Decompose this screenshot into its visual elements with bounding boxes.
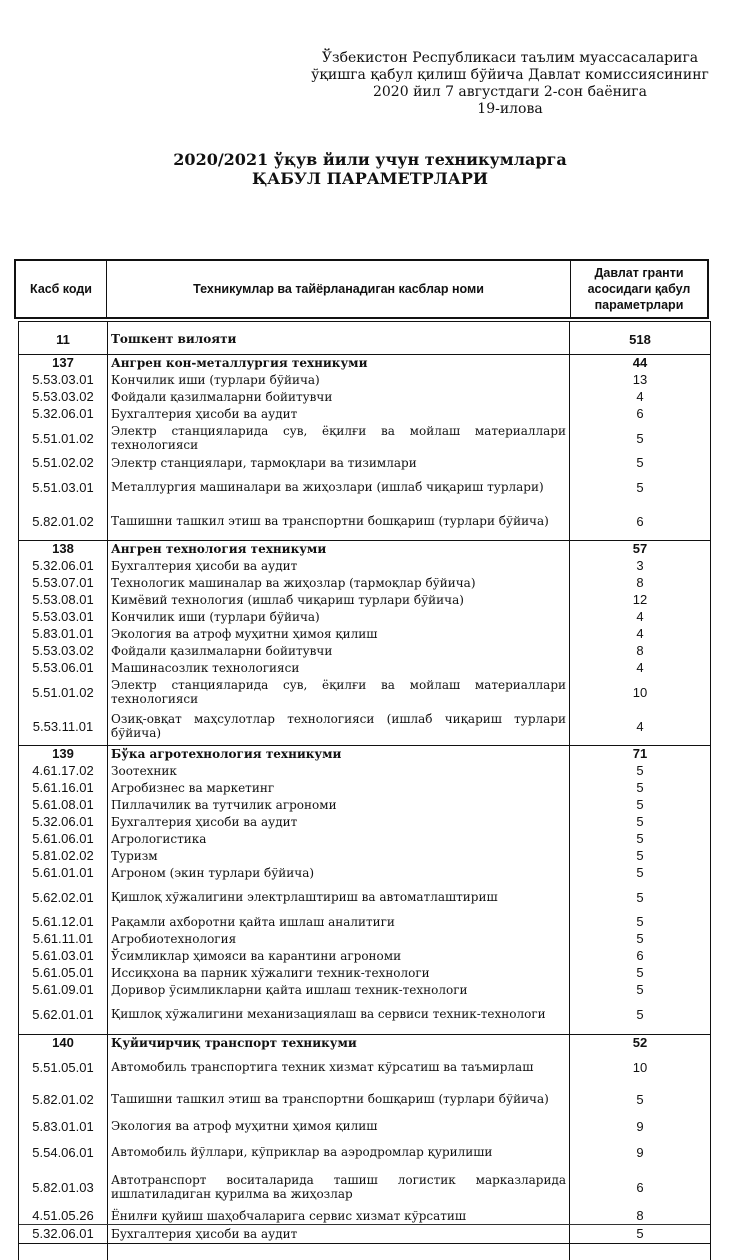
cell-code: 5.53.11.01 bbox=[32, 718, 94, 734]
cell-code: 5.51.02.02 bbox=[32, 455, 94, 470]
cell-code: 5.51.01.02 bbox=[32, 430, 94, 446]
cell-name: Бухгалтерия ҳисоби ва аудит bbox=[111, 558, 298, 573]
cell-name: Ташишни ташкил этиш ва транспортни бошқариш (турлари бўйича) bbox=[111, 1092, 549, 1106]
cell-name: Бўка агротехнология техникуми bbox=[111, 746, 342, 761]
cell-code: 11 bbox=[56, 331, 70, 347]
cell-code: 5.61.12.01 bbox=[32, 914, 94, 929]
cell-code: 5.83.01.01 bbox=[32, 626, 94, 641]
cell-quota: 10 bbox=[632, 684, 648, 700]
annex-line-3: 2020 йил 7 августдаги 2-сон баёнига bbox=[372, 84, 647, 100]
cell-code: 5.82.01.02 bbox=[32, 1091, 94, 1107]
table-row bbox=[19, 913, 710, 930]
group-row bbox=[19, 354, 710, 371]
header-name: Техникумлар ва тайёрланадиган касблар номи bbox=[107, 261, 571, 317]
cell-code: 5.32.06.01 bbox=[32, 814, 94, 829]
cell-name: Ўсимликлар ҳимояси ва карантини агрономи bbox=[111, 948, 402, 963]
annex-line-1: Ўзбекистон Республикаси таълим муассасаларига bbox=[321, 50, 699, 66]
cell-code: 5.82.01.02 bbox=[32, 513, 94, 529]
cell-quota: 6 bbox=[636, 1179, 644, 1195]
table-row bbox=[19, 981, 710, 998]
cell-code: 5.53.07.01 bbox=[32, 575, 94, 590]
header-quota: Давлат гранти асосидаги қабул параметрлари bbox=[587, 266, 691, 312]
cell-quota: 5 bbox=[636, 1006, 644, 1022]
table-row bbox=[19, 388, 710, 405]
cell-quota: 8 bbox=[636, 1208, 644, 1223]
cell-quota: 5 bbox=[636, 797, 644, 812]
cell-quota: 4 bbox=[636, 660, 644, 675]
cell-name: Доривор ўсимликларни қайта ишлаш техник-технологи bbox=[111, 982, 468, 997]
table-row bbox=[19, 1224, 710, 1243]
table-row bbox=[19, 625, 710, 642]
cell-quota: 5 bbox=[636, 914, 644, 929]
cell-name: Озиқ-овқат маҳсулотлар технологияси (ишлаб чиқариш турлари бўйича) bbox=[111, 712, 566, 740]
table-row bbox=[19, 504, 710, 538]
cell-name: Туризм bbox=[111, 848, 158, 863]
cell-quota: 9 bbox=[636, 1118, 644, 1134]
cell-code: 5.61.05.01 bbox=[32, 965, 94, 980]
cell-code: 5.53.08.01 bbox=[32, 592, 94, 607]
table-row bbox=[19, 676, 710, 708]
cell-quota: 4 bbox=[636, 389, 644, 404]
cell-code: 5.61.06.01 bbox=[32, 831, 94, 846]
row-divider bbox=[19, 745, 710, 746]
group-row bbox=[19, 745, 710, 762]
header-code: Касб коди bbox=[16, 261, 107, 317]
cell-code: 5.61.03.01 bbox=[32, 948, 94, 963]
cell-name: Кончилик иши (турлари бўйича) bbox=[111, 609, 320, 624]
table-row bbox=[19, 591, 710, 608]
table-row bbox=[19, 405, 710, 422]
table-row bbox=[19, 779, 710, 796]
table-row bbox=[19, 830, 710, 847]
cell-code: 5.51.03.01 bbox=[32, 479, 94, 495]
cell-code: 140 bbox=[52, 1035, 74, 1050]
cell-name: Ёнилғи қуйиш шаҳобчаларига сервис хизмат кўрсатиш bbox=[111, 1208, 467, 1223]
cell-name: Электр станциялари, тармоқлари ва тизимлари bbox=[111, 455, 417, 470]
cell-code: 5.32.06.01 bbox=[32, 558, 94, 573]
cell-quota: 13 bbox=[632, 372, 648, 387]
cell-name: Пиллачилик ва тутчилик агрономи bbox=[111, 797, 337, 812]
table-row bbox=[19, 796, 710, 813]
table-row bbox=[19, 1083, 710, 1115]
cell-code: 137 bbox=[52, 355, 74, 370]
cell-quota: 5 bbox=[636, 430, 644, 446]
table-row bbox=[19, 930, 710, 947]
cell-quota: 4 bbox=[636, 626, 644, 641]
cell-code: 5.32.06.01 bbox=[32, 406, 94, 421]
cell-code: 5.83.01.01 bbox=[32, 1118, 94, 1134]
table-row bbox=[19, 471, 710, 503]
group-row bbox=[19, 1034, 710, 1051]
table-row bbox=[19, 454, 710, 471]
table-row bbox=[19, 998, 710, 1030]
cell-name: Бухгалтерия ҳисоби ва аудит bbox=[111, 1226, 298, 1241]
cell-code: 5.61.09.01 bbox=[32, 982, 94, 997]
title-line-2: ҚАБУЛ ПАРАМЕТРЛАРИ bbox=[252, 169, 488, 188]
cell-quota: 9 bbox=[636, 1144, 644, 1160]
cell-quota: 4 bbox=[636, 718, 644, 734]
cell-quota: 52 bbox=[632, 1035, 648, 1050]
cell-quota: 44 bbox=[632, 355, 648, 370]
cell-quota: 5 bbox=[636, 763, 644, 778]
cell-code: 5.32.06.01 bbox=[32, 1226, 94, 1241]
annex-line-4: 19-илова bbox=[477, 101, 543, 117]
cell-quota: 12 bbox=[632, 592, 648, 607]
cell-quota: 5 bbox=[636, 931, 644, 946]
row-divider bbox=[19, 1034, 710, 1035]
table-row bbox=[19, 1051, 710, 1083]
cell-name: Металлургия машиналари ва жиҳозлари (ишлаб чиқариш турлари) bbox=[111, 480, 544, 494]
cell-code: 5.61.01.01 bbox=[32, 865, 94, 880]
row-divider bbox=[19, 321, 710, 322]
cell-quota: 5 bbox=[636, 455, 644, 470]
cell-name: Қишлоқ хўжалигини электрлаштириш ва автоматлаштириш bbox=[111, 890, 498, 904]
cell-code: 138 bbox=[52, 541, 74, 556]
row-divider bbox=[19, 1243, 710, 1244]
cell-quota: 10 bbox=[632, 1059, 648, 1075]
cell-code: 5.81.02.02 bbox=[32, 848, 94, 863]
cell-name: Кончилик иши (турлари бўйича) bbox=[111, 372, 320, 387]
table-row bbox=[19, 1167, 710, 1207]
cell-name: Қуйичирчиқ транспорт техникуми bbox=[111, 1035, 357, 1050]
cell-name: Ангрен кон-металлургия техникуми bbox=[111, 355, 368, 370]
table-row bbox=[19, 642, 710, 659]
cell-quota: 8 bbox=[636, 643, 644, 658]
cell-code: 5.62.01.01 bbox=[32, 1006, 94, 1022]
cell-name: Электр станцияларида сув, ёқилғи ва мойлаш материаллари технологияси bbox=[111, 424, 566, 452]
cell-quota: 6 bbox=[636, 948, 644, 963]
table-row bbox=[19, 1137, 710, 1167]
cell-name: Фойдали қазилмаларни бойитувчи bbox=[111, 643, 333, 658]
cell-quota: 5 bbox=[636, 1226, 644, 1241]
table-row bbox=[19, 881, 710, 913]
cell-code: 5.53.03.02 bbox=[32, 389, 94, 404]
admission-table bbox=[18, 321, 711, 1260]
table-row bbox=[19, 422, 710, 454]
cell-name: Зоотехник bbox=[111, 763, 177, 778]
cell-name: Экология ва атроф муҳитни ҳимоя қилиш bbox=[111, 626, 378, 641]
cell-quota: 8 bbox=[636, 575, 644, 590]
cell-code: 5.51.01.02 bbox=[32, 684, 94, 700]
cell-quota: 3 bbox=[636, 558, 644, 573]
document-title bbox=[120, 150, 620, 188]
cell-quota: 5 bbox=[636, 814, 644, 829]
cell-name: Агрологистика bbox=[111, 831, 207, 846]
cell-quota: 5 bbox=[636, 780, 644, 795]
cell-code: 5.53.03.01 bbox=[32, 609, 94, 624]
cell-name: Автотранспорт воситаларида ташиш логистик марказларида ишлатиладиган қурилма ва жиҳозлар bbox=[111, 1173, 566, 1201]
table-row bbox=[19, 964, 710, 981]
cell-name: Рақамли ахборотни қайта ишлаш аналитиги bbox=[111, 914, 395, 929]
cell-quota: 5 bbox=[636, 831, 644, 846]
table-row bbox=[19, 371, 710, 388]
cell-code: 5.61.11.01 bbox=[32, 931, 94, 946]
cell-code: 5.82.01.03 bbox=[32, 1179, 94, 1195]
cell-name: Технологик машиналар ва жиҳозлар (тармоқлар бўйича) bbox=[111, 575, 476, 590]
cell-code: 5.53.03.01 bbox=[32, 372, 94, 387]
cell-name: Фойдали қазилмаларни бойитувчи bbox=[111, 389, 333, 404]
cell-quota: 5 bbox=[636, 965, 644, 980]
cell-name: Автомобиль транспортига техник хизмат кўрсатиш ва таъмирлаш bbox=[111, 1060, 534, 1074]
cell-name: Автомобиль йўллари, кўприклар ва аэродромлар қурилиши bbox=[111, 1145, 493, 1159]
cell-code: 5.61.08.01 bbox=[32, 797, 94, 812]
annex-line-2: ўқишга қабул қилиш бўйича Давлат комиссиясининг bbox=[311, 67, 709, 83]
cell-code: 5.51.05.01 bbox=[32, 1059, 94, 1075]
cell-name: Экология ва атроф муҳитни ҳимоя қилиш bbox=[111, 1119, 378, 1133]
cell-name: Кимёвий технология (ишлаб чиқариш турлари бўйича) bbox=[111, 592, 464, 607]
cell-quota: 5 bbox=[636, 889, 644, 905]
cell-quota: 57 bbox=[632, 541, 648, 556]
cell-name: Бухгалтерия ҳисоби ва аудит bbox=[111, 814, 298, 829]
cell-code: 5.53.03.02 bbox=[32, 643, 94, 658]
cell-name: Агробизнес ва маркетинг bbox=[111, 780, 275, 795]
table-row bbox=[19, 574, 710, 591]
group-row bbox=[19, 540, 710, 557]
cell-name: Иссиқхона ва парник хўжалиги техник-технологи bbox=[111, 965, 430, 980]
cell-code: 139 bbox=[52, 746, 74, 761]
table-row bbox=[19, 557, 710, 574]
cell-name: Ташишни ташкил этиш ва транспортни бошқариш (турлари бўйича) bbox=[111, 514, 549, 528]
cell-quota: 518 bbox=[629, 331, 651, 347]
table-row bbox=[19, 813, 710, 830]
table-row bbox=[19, 864, 710, 881]
cell-quota: 6 bbox=[636, 406, 644, 421]
table-row bbox=[19, 847, 710, 864]
cell-name: Қишлоқ хўжалигини механизациялаш ва сервиси техник-технологи bbox=[111, 1007, 546, 1021]
cell-code: 5.62.02.01 bbox=[32, 889, 94, 905]
row-divider bbox=[19, 1224, 710, 1225]
cell-name: Агробиотехнология bbox=[111, 931, 237, 946]
cell-name: Ангрен технология техникуми bbox=[111, 541, 327, 556]
cell-quota: 5 bbox=[636, 1091, 644, 1107]
cell-code: 5.53.06.01 bbox=[32, 660, 94, 675]
cell-quota: 71 bbox=[632, 746, 648, 761]
cell-code: 4.61.17.02 bbox=[32, 763, 94, 778]
cell-code: 4.51.05.26 bbox=[32, 1208, 94, 1223]
table-header bbox=[14, 259, 709, 319]
table-row bbox=[19, 1207, 710, 1224]
cell-quota: 5 bbox=[636, 848, 644, 863]
cell-name: Электр станцияларида сув, ёқилғи ва мойлаш материаллари технологияси bbox=[111, 678, 566, 706]
table-row bbox=[19, 709, 710, 743]
group-row bbox=[19, 324, 710, 354]
cell-quota: 5 bbox=[636, 479, 644, 495]
annex-note bbox=[290, 50, 730, 118]
table-row bbox=[19, 659, 710, 676]
cell-name: Агроном (экин турлари бўйича) bbox=[111, 865, 315, 880]
cell-quota: 5 bbox=[636, 865, 644, 880]
cell-name: Бухгалтерия ҳисоби ва аудит bbox=[111, 406, 298, 421]
cell-quota: 5 bbox=[636, 982, 644, 997]
cell-name: Тошкент вилояти bbox=[111, 332, 237, 346]
row-divider bbox=[19, 354, 710, 355]
table-row bbox=[19, 762, 710, 779]
row-divider bbox=[19, 540, 710, 541]
table-row bbox=[19, 947, 710, 964]
cell-quota: 6 bbox=[636, 513, 644, 529]
cell-code: 5.61.16.01 bbox=[32, 780, 94, 795]
table-row bbox=[19, 608, 710, 625]
title-line-1: 2020/2021 ўқув йили учун техникумларга bbox=[173, 150, 567, 169]
cell-code: 5.54.06.01 bbox=[32, 1144, 94, 1160]
cell-name: Машинасозлик технологияси bbox=[111, 660, 300, 675]
table-row bbox=[19, 1115, 710, 1137]
cell-quota: 4 bbox=[636, 609, 644, 624]
